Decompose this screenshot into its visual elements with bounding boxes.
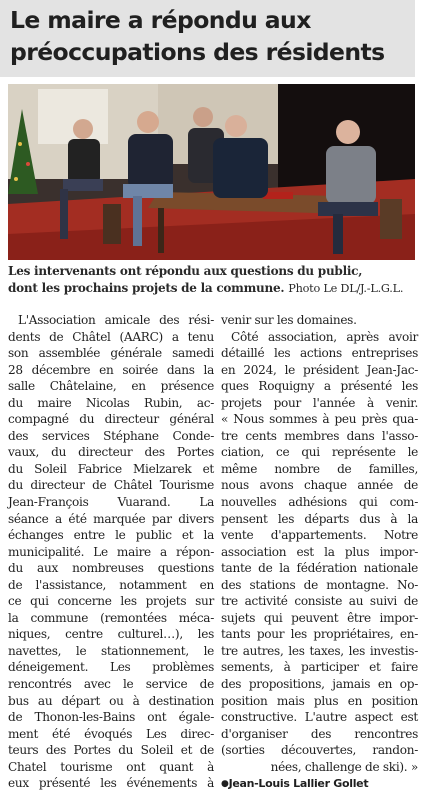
body-line: position mais plus en position [221, 693, 418, 708]
body-line: des services Stéphane Conde- [8, 428, 214, 443]
body-line: rencontrés avec le service de [8, 677, 214, 692]
body-line: du Soleil Fabrice Mielzarek et [8, 461, 214, 476]
author-signature [221, 776, 418, 793]
body-line: salle Châtelaine, en présence [8, 379, 214, 394]
body-line: des stations de montagne. No- [221, 577, 418, 592]
body-line: détaillé les actions entreprises [221, 346, 418, 361]
body-line: sujets qui peuvent être impor- [221, 610, 418, 625]
bullet-icon: ● [221, 779, 229, 790]
headline-banner [0, 0, 415, 77]
author-name: Jean-Louis Lallier Gollet [228, 777, 369, 791]
body-line: pensent les départs dus à la [221, 511, 418, 526]
body-line: des propositions, jamais en op- [221, 677, 418, 692]
body-line: nous avons chaque année de [221, 478, 418, 493]
article-column-right [221, 312, 418, 793]
body-line: niques, centre culturel…), les [8, 627, 214, 642]
body-line: ce qui concerne les projets sur [8, 594, 214, 609]
body-line: tants pour les propriétaires, en- [221, 627, 418, 642]
body-line: séance a été marquée par divers [8, 511, 214, 526]
body-line: constructive. L'autre aspect est [221, 710, 418, 725]
body-line: navettes, le stationnement, le [8, 643, 214, 658]
body-line: municipalité. Le maire a répon- [8, 544, 214, 559]
headline-line-1: Le maire a répondu aux [10, 6, 311, 34]
body-line: (sorties découvertes, randon- [221, 743, 418, 758]
body-line: de l'assistance, notamment en [8, 577, 214, 592]
body-line: sements, à participer et faire [221, 660, 418, 675]
body-line: en 2024, le président Jean-Jac- [221, 362, 418, 377]
body-line: son assemblée générale samedi [8, 346, 214, 361]
body-line: nées, challenge de ski). » [270, 759, 418, 774]
body-line: la commune (remontées méca- [8, 610, 214, 625]
body-line: d'organiser des rencontres [221, 726, 418, 741]
body-line: du directeur de Châtel Tourisme [8, 478, 214, 493]
article-column-left [8, 312, 214, 792]
body-line: ques Roquigny a présenté les [221, 379, 418, 394]
body-line: Chatel tourisme ont quant à [8, 759, 214, 774]
body-line: même nombre de familles, [221, 461, 418, 476]
body-line: tante de la fédération nationale [221, 561, 418, 576]
body-line: vaux, du directeur des Portes [8, 445, 214, 460]
headline-line-2: préoccupations des résidents [10, 38, 385, 66]
body-line: association est la plus impor- [221, 544, 418, 559]
body-line: L'Association amicale des rési- [18, 313, 214, 327]
body-line: tre cents membres dans l'asso- [221, 428, 418, 443]
body-line: venir sur les domaines. [221, 313, 357, 327]
article-headline [10, 4, 415, 68]
body-line: vente d'appartements. Notre [221, 528, 418, 543]
body-line: dents de Châtel (AARC) a tenu [8, 329, 214, 344]
article-photo [8, 84, 415, 260]
body-line: Jean-François Vuarand. La [8, 495, 214, 510]
body-line: échanges entre le public et la [8, 528, 214, 543]
photo-credit: Photo Le DL/J.-L.G.L. [288, 281, 404, 295]
body-line: 28 décembre en soirée dans la [8, 362, 214, 377]
body-line: teurs des Portes du Soleil et de [8, 743, 214, 758]
body-line: ciation, ce qui représente le [221, 445, 418, 460]
caption-line-2: dont les prochains projets de la commune. [8, 280, 285, 295]
body-line: projets pour l'année à venir. [221, 395, 418, 410]
body-line: compagné du directeur général [8, 412, 214, 427]
body-line: tre autres, les taxes, les investis- [221, 643, 418, 658]
body-line: eux présenté les événements à [8, 776, 214, 791]
body-line: Côté association, après avoir [231, 329, 418, 344]
body-line: du aux nombreuses questions [8, 561, 214, 576]
body-line: ment été évoqués Les direc- [8, 726, 214, 741]
photo-caption [8, 263, 418, 297]
body-line: du maire Nicolas Rubin, ac- [8, 395, 214, 410]
body-line: de Thonon-les-Bains ont égale- [8, 710, 214, 725]
body-line: nouvelles adhésions qui com- [221, 495, 418, 510]
body-line: bus au départ ou à destination [8, 693, 214, 708]
body-line: tre activité consiste au suivi de [221, 594, 418, 609]
body-line: « Nous sommes à peu près qua- [221, 412, 418, 427]
body-line: déneigement. Les problèmes [8, 660, 214, 675]
caption-line-1: Les intervenants ont répondu aux questions du public, [8, 264, 363, 278]
